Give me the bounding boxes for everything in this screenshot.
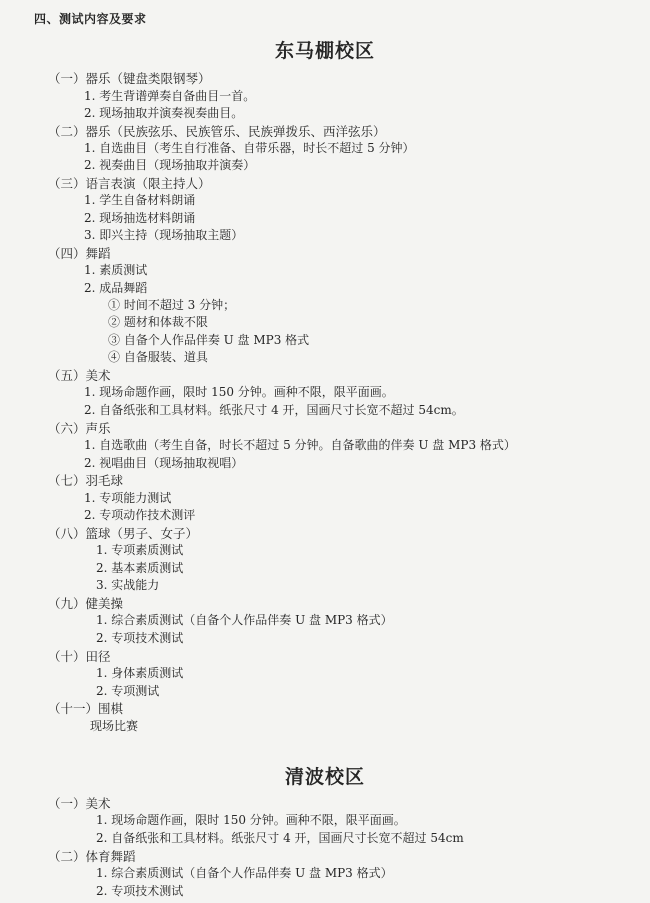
dongmapeng-category-heading: （十）田径 [48, 649, 111, 664]
dongmapeng-requirement-line: 1. 现场命题作画，限时 150 分钟。画种不限，限平面画。 [84, 385, 394, 399]
dongmapeng-requirement-line: 2. 现场抽选材料朗诵 [84, 211, 196, 225]
dongmapeng-requirement-line: 2. 专项测试 [96, 684, 160, 698]
dongmapeng-category-heading: （十一）围棋 [48, 701, 124, 716]
section-heading: 四、测试内容及要求 [34, 12, 147, 26]
dongmapeng-category-heading: （八）篮球（男子、女子） [48, 526, 199, 541]
dongmapeng-requirement-line: 1. 学生自备材料朗诵 [84, 193, 196, 207]
dongmapeng-requirement-line: 2. 视奏曲目（现场抽取并演奏） [84, 158, 256, 172]
dongmapeng-requirement-line: ① 时间不超过 3 分钟； [108, 298, 236, 312]
dongmapeng-category-heading: （六）声乐 [48, 421, 111, 436]
dongmapeng-requirement-line: 1. 专项能力测试 [84, 491, 172, 505]
dongmapeng-requirement-line: 1. 自选曲目（考生自行准备、自带乐器，时长不超过 5 分钟） [84, 141, 415, 155]
dongmapeng-requirement-line: 1. 自选歌曲（考生自备，时长不超过 5 分钟。自备歌曲的伴奏 U 盘 MP3 格式） [84, 438, 516, 452]
dongmapeng-category-heading: （五）美术 [48, 368, 111, 383]
qingbo-requirement-line: 2. 自备纸张和工具材料。纸张尺寸 4 开，国画尺寸长宽不超过 54cm [96, 831, 464, 845]
dongmapeng-requirement-line: 现场比赛 [90, 719, 139, 733]
qingbo-category-heading: （一）美术 [48, 796, 111, 811]
dongmapeng-requirement-line: 3. 实战能力 [96, 578, 160, 592]
dongmapeng-requirement-line: 2. 自备纸张和工具材料。纸张尺寸 4 开，国画尺寸长宽不超过 54cm。 [84, 403, 464, 417]
dongmapeng-category-heading: （七）羽毛球 [48, 473, 124, 488]
dongmapeng-requirement-line: 1. 素质测试 [84, 263, 148, 277]
dongmapeng-category-heading: （一）器乐（键盘类限钢琴） [48, 71, 211, 86]
dongmapeng-requirement-line: 2. 专项动作技术测评 [84, 508, 196, 522]
dongmapeng-category-heading: （二）器乐（民族弦乐、民族管乐、民族弹拨乐、西洋弦乐） [48, 124, 386, 139]
dongmapeng-requirement-line: 1. 身体素质测试 [96, 666, 184, 680]
dongmapeng-category-heading: （三）语言表演（限主持人） [48, 176, 211, 191]
dongmapeng-requirement-line: ③ 自备个人作品伴奏 U 盘 MP3 格式 [108, 333, 310, 347]
campus-title-qingbo: 清波校区 [284, 766, 365, 788]
qingbo-category-heading: （二）体育舞蹈 [48, 849, 136, 864]
dongmapeng-requirement-line: 2. 成品舞蹈 [84, 281, 148, 295]
dongmapeng-category-heading: （九）健美操 [48, 596, 124, 611]
qingbo-requirement-line: 2. 专项技术测试 [96, 884, 184, 898]
campus-title-dongmapeng: 东马棚校区 [274, 40, 375, 62]
dongmapeng-requirement-line: 3. 即兴主持（现场抽取主题） [84, 228, 244, 242]
dongmapeng-requirement-line: 2. 视唱曲目（现场抽取视唱） [84, 456, 244, 470]
qingbo-requirement-line: 1. 综合素质测试（自备个人作品伴奏 U 盘 MP3 格式） [96, 866, 393, 880]
dongmapeng-requirement-line: 1. 专项素质测试 [96, 543, 184, 557]
dongmapeng-category-heading: （四）舞蹈 [48, 246, 111, 261]
dongmapeng-requirement-line: ④ 自备服装、道具 [108, 350, 208, 364]
dongmapeng-requirement-line: 1. 考生背谱弹奏自备曲目一首。 [84, 89, 256, 103]
dongmapeng-requirement-line: ② 题材和体裁不限 [108, 315, 208, 329]
qingbo-requirement-line: 1. 现场命题作画，限时 150 分钟。画种不限，限平面画。 [96, 813, 406, 827]
dongmapeng-requirement-line: 2. 现场抽取并演奏视奏曲目。 [84, 106, 244, 120]
dongmapeng-requirement-line: 2. 基本素质测试 [96, 561, 184, 575]
dongmapeng-requirement-line: 2. 专项技术测试 [96, 631, 184, 645]
dongmapeng-requirement-line: 1. 综合素质测试（自备个人作品伴奏 U 盘 MP3 格式） [96, 613, 393, 627]
